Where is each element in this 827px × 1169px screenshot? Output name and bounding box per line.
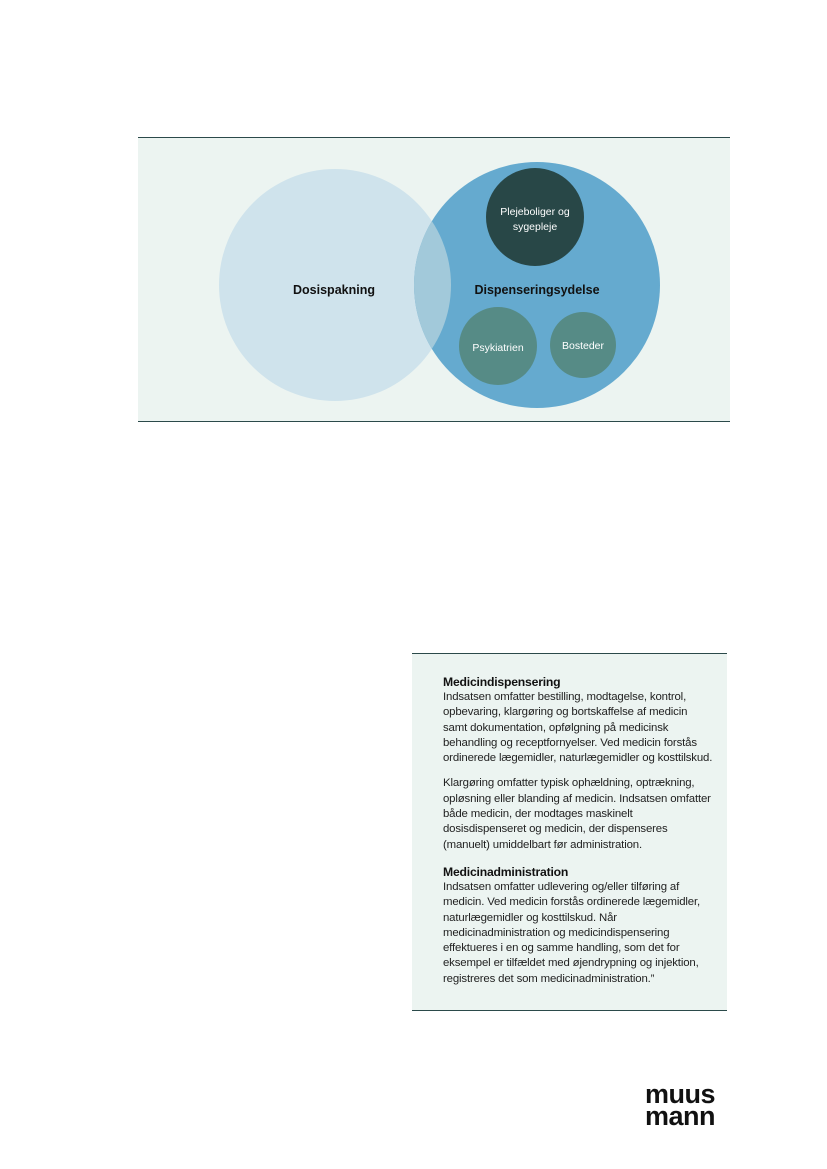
psykiatrien-label: Psykiatrien	[472, 342, 524, 354]
logo-line-1: muus	[645, 1079, 716, 1109]
muusmann-logo	[645, 1079, 725, 1131]
medicinadministration-paragraph: Indsatsen omfatter udlevering og/eller tilføring af medicin. Ved medicin forstås ordinerede lægemidler, naturlægemidler og kosttilskud. Når medicinadministration og medicindispensering effektueres i en og samme handling, som det for eksempel er tilfældet med øjendrypning og injektion, registreres det som medicinadministration.”	[443, 880, 700, 985]
venn-diagram	[138, 138, 730, 423]
dosispakning-label: Dosispakning	[293, 283, 375, 297]
plejeboliger-label-line2: sygepleje	[512, 221, 558, 233]
logo-line-2: mann	[645, 1101, 716, 1131]
venn-diagram-panel	[138, 137, 730, 422]
section-title-medicinadministration: Medicinadministration	[443, 864, 569, 879]
section-title-medicindispensering: Medicindispensering	[443, 675, 561, 689]
plejeboliger-label-line1: Plejeboliger og	[500, 206, 570, 218]
definition-box	[412, 653, 727, 1011]
dispenseringsydelse-label: Dispenseringsydelse	[474, 283, 600, 297]
medicindispensering-paragraph-2: Klargøring omfatter typisk ophældning, optrækning, opløsning eller blanding af medicin. Indsatsen omfatter både medicin, der modtages maskinelt dosisdispenseret og medicin, der dispenseres (manuelt) umiddelbart før administration.	[443, 777, 711, 851]
bosteder-label: Bosteder	[561, 340, 605, 352]
medicindispensering-paragraph-1: Indsatsen omfatter bestilling, modtagelse, kontrol, opbevaring, klargøring og bortskaffelse af medicin samt dokumentation, opfølgning på medicinsk behandling og receptfornyelser. Ved medicin forstås ordinerede lægemidler, naturlægemidler og kosttilskud.	[443, 691, 713, 765]
